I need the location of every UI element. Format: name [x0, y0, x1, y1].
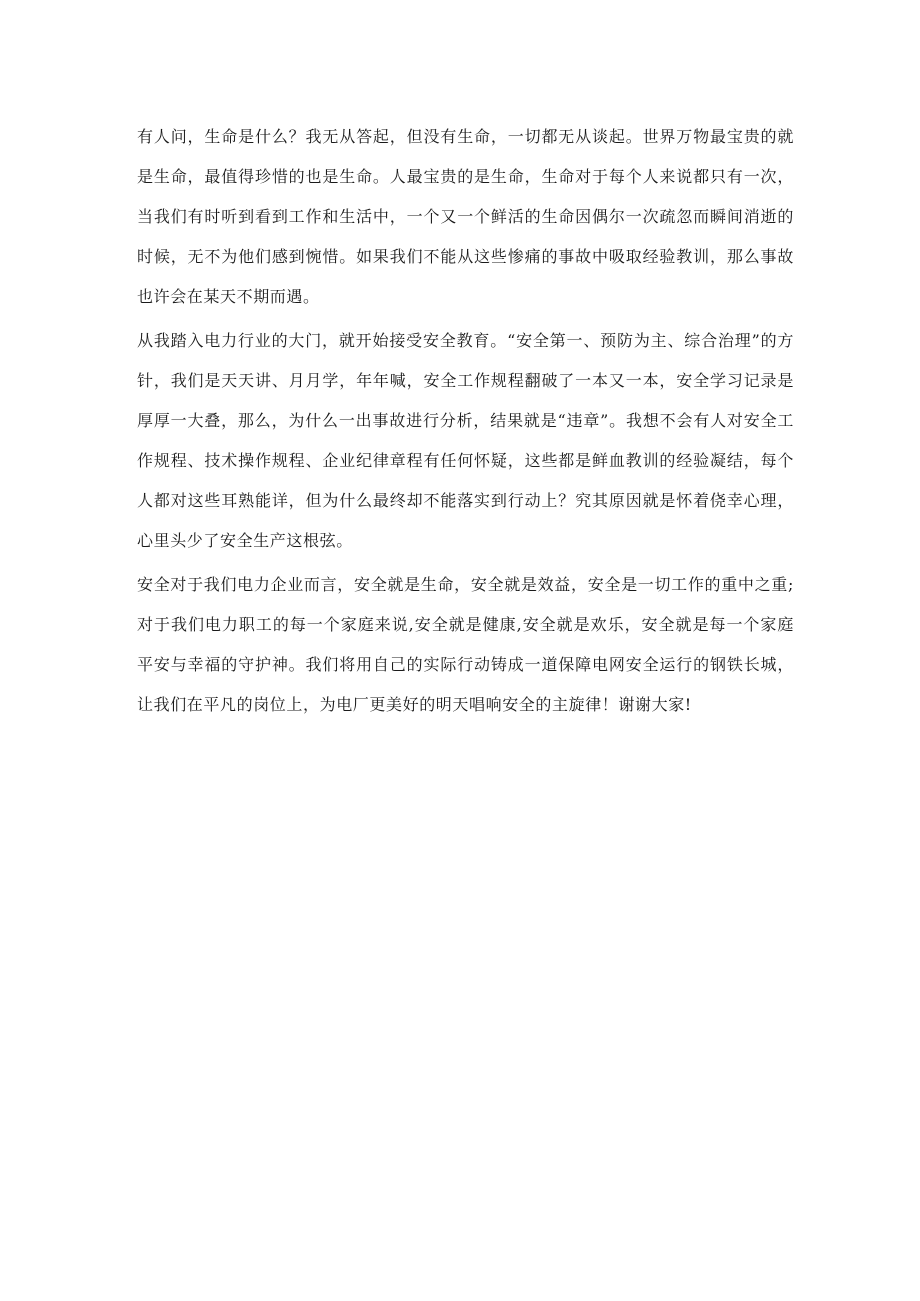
paragraph-1: 有人问，生命是什么？我无从答起，但没有生命，一切都无从谈起。世界万物最宝贵的就是生命，最值得珍惜的也是生命。人最宝贵的是生命，生命对于每个人来说都只有一次，当我们有时听到看到工作和生活中，一个又一个鲜活的生命因偶尔一次疏忽而瞬间消逝的时候，无不为他们感到惋惜。如果我们不能从这些惨痛的事故中吸取经验教训，那么事故也许会在某天不期而遇。	[137, 127, 794, 306]
paragraph-2: 从我踏入电力行业的大门，就开始接受安全教育。“安全第一、预防为主、综合治理”的方针，我们是天天讲、月月学，年年喊，安全工作规程翻破了一本又一本，安全学习记录是厚厚一大叠，那么，为什么一出事故进行分析，结果就是“违章”。我想不会有人对安全工作规程、技术操作规程、企业纪律章程有任何怀疑，这些都是鲜血教训的经验凝结，每个人都对这些耳熟能详，但为什么最终却不能落实到行动上？究其原因就是怀着侥幸心理，心里头少了安全生产这根弦。	[137, 331, 794, 550]
document-body	[137, 117, 794, 729]
paragraph-3: 安全对于我们电力企业而言，安全就是生命，安全就是效益，安全是一切工作的重中之重;对于我们电力职工的每一个家庭来说,安全就是健康,安全就是欢乐，安全就是每一个家庭平安与幸福的守护神。我们将用自己的实际行动铸成一道保障电网安全运行的钢铁长城，让我们在平凡的岗位上，为电厂更美好的明天唱响安全的主旋律！谢谢大家!	[137, 575, 794, 714]
